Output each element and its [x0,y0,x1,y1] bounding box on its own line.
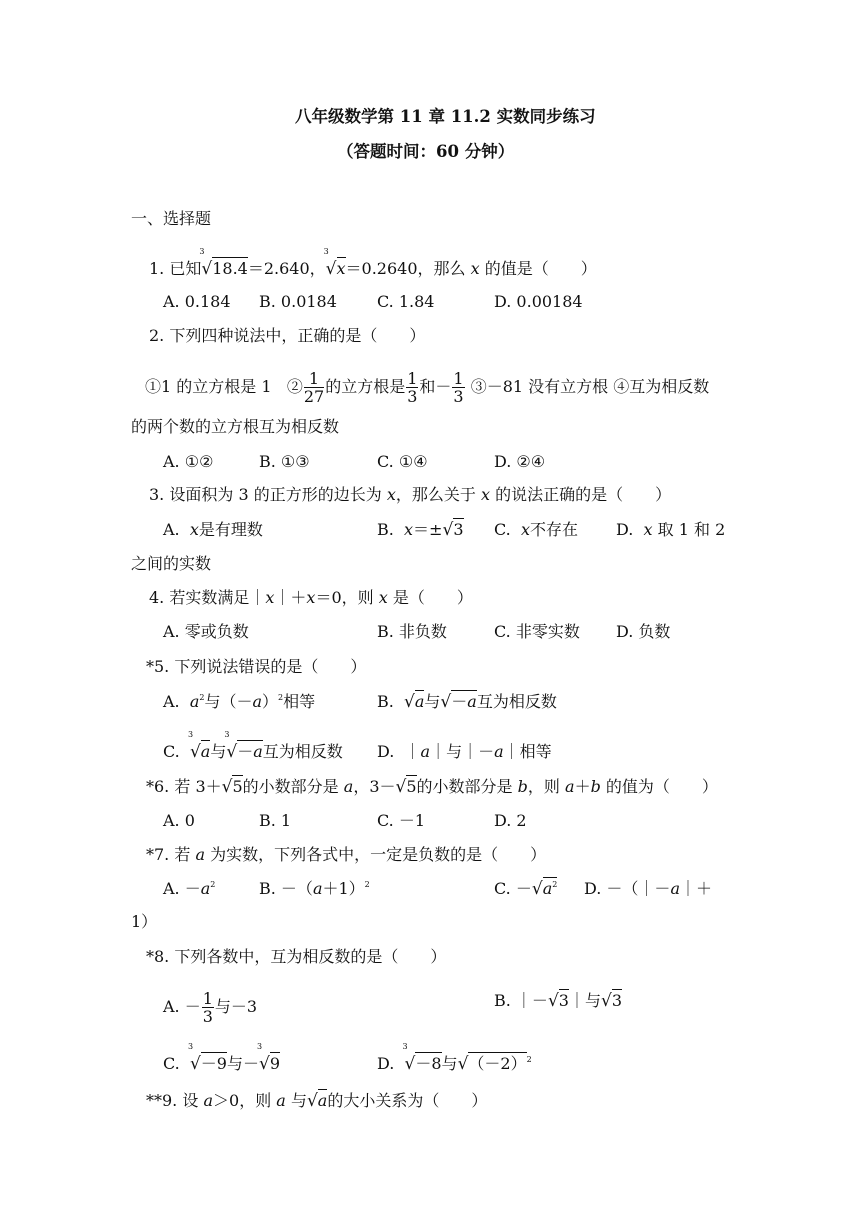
question-5: *5. 下列说法错误的是（ ） [146,657,367,676]
q2-option-d: D. ②④ [494,452,546,471]
q8-option-c: C. 3 √－9与－ 3 √9 [163,1042,281,1074]
q8-option-a: A. － $\frac{1}{3}$ 与－3 [163,989,258,1026]
q7-option-d-cont: 1） [131,912,158,931]
q5-option-a: A. $a^2$与$(-a)^2$相等 [163,692,316,711]
question-8: *8. 下列各数中，互为相反数的是（ ） [146,947,447,966]
q3-option-b: B. x＝±√3 [377,520,464,540]
q6-option-c: C. －1 [377,811,426,830]
q5-option-d: D. ｜a｜与｜－a｜相等 [377,742,552,761]
q3-option-d-cont: 之间的实数 [131,554,212,573]
question-4: 4. 若实数满足｜x｜＋x＝0，则 x 是（ ） [149,588,473,607]
question-1: 1. 已知 3 √18.4＝2.640， 3 √x＝0.2640，那么 x 的值是（ ） [149,247,597,279]
q2-statement-cont: 的两个数的立方根互为相反数 [131,417,340,436]
q6-option-a: A. 0 [163,811,195,830]
q4-option-b: B. 非负数 [377,622,447,641]
q5-option-b: B. √a与√－a互为相反数 [377,692,557,712]
q7-option-b: B. $-(a+1)^2$ [259,879,370,898]
q2-statements: ①1 的立方根是 1 ② $\frac{1}{27}$ 的立方根是 $\frac{1}{3}$ 和－ $\frac{1}{3}$ ③－81 没有立方根 ④互为相反数 [145,369,710,406]
section-heading: 一、选择题 [131,209,212,228]
page-title: 八年级数学第 11 章 11.2 实数同步练习 [295,107,596,126]
q4-option-c: C. 非零实数 [494,622,580,641]
q1-option-a: A. 0.184 [163,292,231,311]
q7-option-a: A. $-a^2$ [163,879,216,898]
q2-option-b: B. ①③ [259,452,310,471]
q5-option-c: C. 3 √a与 3 √－a互为相反数 [163,730,343,762]
q4-option-a: A. 零或负数 [163,622,249,641]
question-7: *7. 若 a 为实数，下列各式中，一定是负数的是（ ） [146,845,547,864]
q1-option-d: D. 0.00184 [494,292,583,311]
q6-option-b: B. 1 [259,811,292,830]
q1-option-b: B. 0.0184 [259,292,337,311]
q1-option-c: C. 1.84 [377,292,435,311]
q7-option-c: C. $-√a^2$ [494,879,558,899]
q3-option-d: D. x 取 1 和 2 [616,520,726,539]
question-3: 3. 设面积为 3 的正方形的边长为 x，那么关于 x 的说法正确的是（ ） [149,485,672,504]
q7-option-d: D. －（｜－a｜＋ [584,879,712,898]
q2-option-c: C. ①④ [377,452,428,471]
q8-option-d: D. 3 √－8与$√(-2)^2$ [377,1042,532,1074]
q2-option-a: A. ①② [163,452,214,471]
q4-option-d: D. 负数 [616,622,671,641]
q3-option-c: C. x不存在 [494,520,578,539]
q8-option-b: B. ｜－√3｜与√3 [494,991,623,1011]
q6-option-d: D. 2 [494,811,527,830]
question-9: **9. 设 a＞0，则 a 与√a的大小关系为（ ） [146,1091,488,1111]
q3-option-a: A. x是有理数 [163,520,263,539]
question-6: *6. 若 3＋√5的小数部分是 a，3－√5的小数部分是 b，则 a＋b 的值为（ ） [146,777,718,797]
question-2: 2. 下列四种说法中，正确的是（ ） [149,326,426,345]
page-subtitle: （答题时间：60 分钟） [337,142,515,161]
